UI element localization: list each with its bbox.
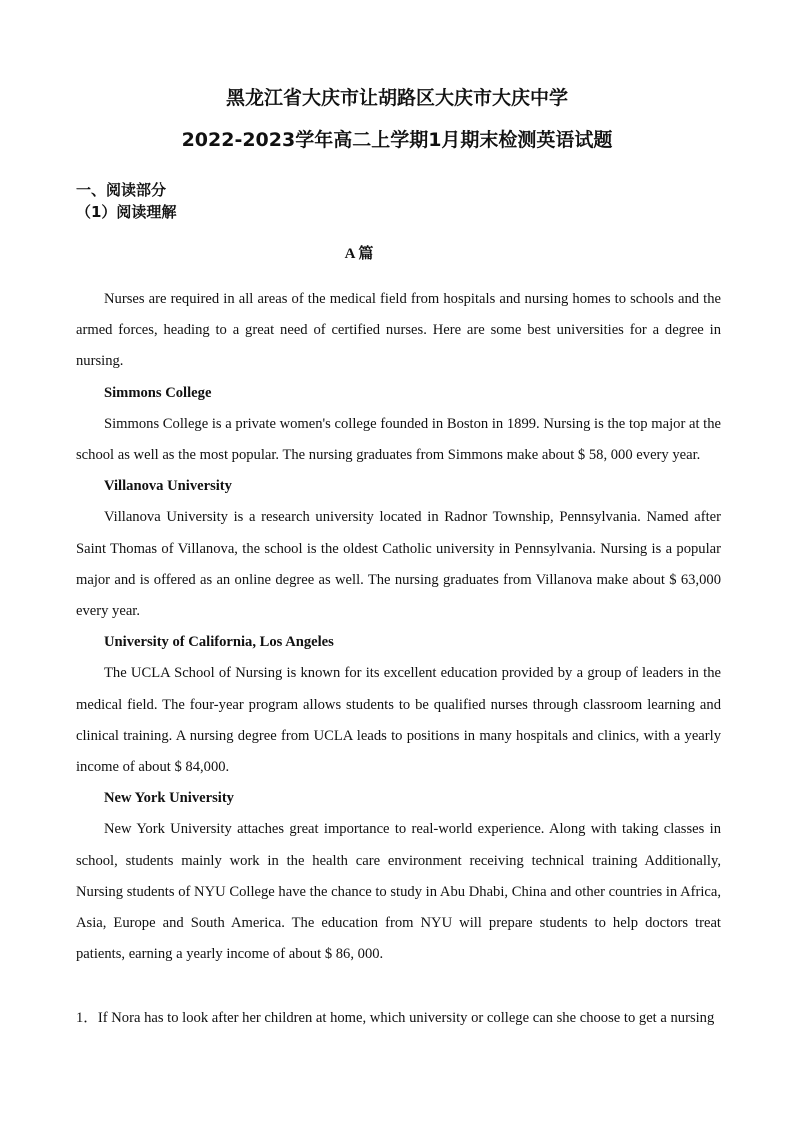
school-paragraph-villanova: Villanova University is a research university located in Radnor Township, Pennsylvania. Named after Saint Thomas of Villanova, the school is the oldest Catholic university in Pennsylvania. Nursing is a popular major and is offered as an online degree as well. The nursing graduates from Villanova make about $ 63,000 every year. [76, 509, 721, 620]
passage-body [76, 284, 721, 970]
question-1: 1．If Nora has to look after her children at home, which university or college can she choose to get a nursing [76, 1010, 715, 1026]
school-paragraph-nyu: New York University attaches great importance to real-world experience. Along with taking classes in school, students mainly work in the health care environment receiving technical training Additionally, Nursing students of NYU College have the chance to study in Abu Dhabi, China and other countries in Africa, Asia, Europe and South America. The education from NYU will prepare students to help doctors treat patients, earning a yearly income of about $ 86, 000. [76, 821, 721, 963]
school-paragraph-simmons: Simmons College is a private women's college founded in Boston in 1899. Nursing is the top major at the school as well as the most popular. The nursing graduates from Simmons make about $ 58, 000 every year. [76, 415, 721, 464]
school-heading-villanova: Villanova University [104, 478, 232, 495]
school-paragraph-ucla: The UCLA School of Nursing is known for its excellent education provided by a group of leaders in the medical field. The four-year program allows students to be qualified nurses through classroom learning and clinical training. A nursing degree from UCLA leads to positions in many hospitals and clinics, with a yearly income of about $ 84,000. [76, 665, 721, 776]
subsection-heading-comprehension: （1）阅读理解 [76, 203, 177, 221]
section-heading-reading: 一、阅读部分 [76, 181, 167, 199]
school-heading-simmons: Simmons College [104, 384, 212, 401]
passage-intro: Nurses are required in all areas of the medical field from hospitals and nursing homes to schools and the armed forces, heading to a great need of certified nurses. Here are some best universities for a degree in nursing. [76, 291, 721, 370]
document-title-line2: 2022-2023学年高二上学期1月期末检测英语试题 [181, 129, 613, 151]
document-title-line1: 黑龙江省大庆市让胡路区大庆市大庆中学 [225, 87, 568, 109]
school-heading-ucla: University of California, Los Angeles [104, 634, 334, 651]
part-heading-a: A 篇 [344, 246, 374, 262]
school-heading-nyu: New York University [104, 790, 234, 807]
